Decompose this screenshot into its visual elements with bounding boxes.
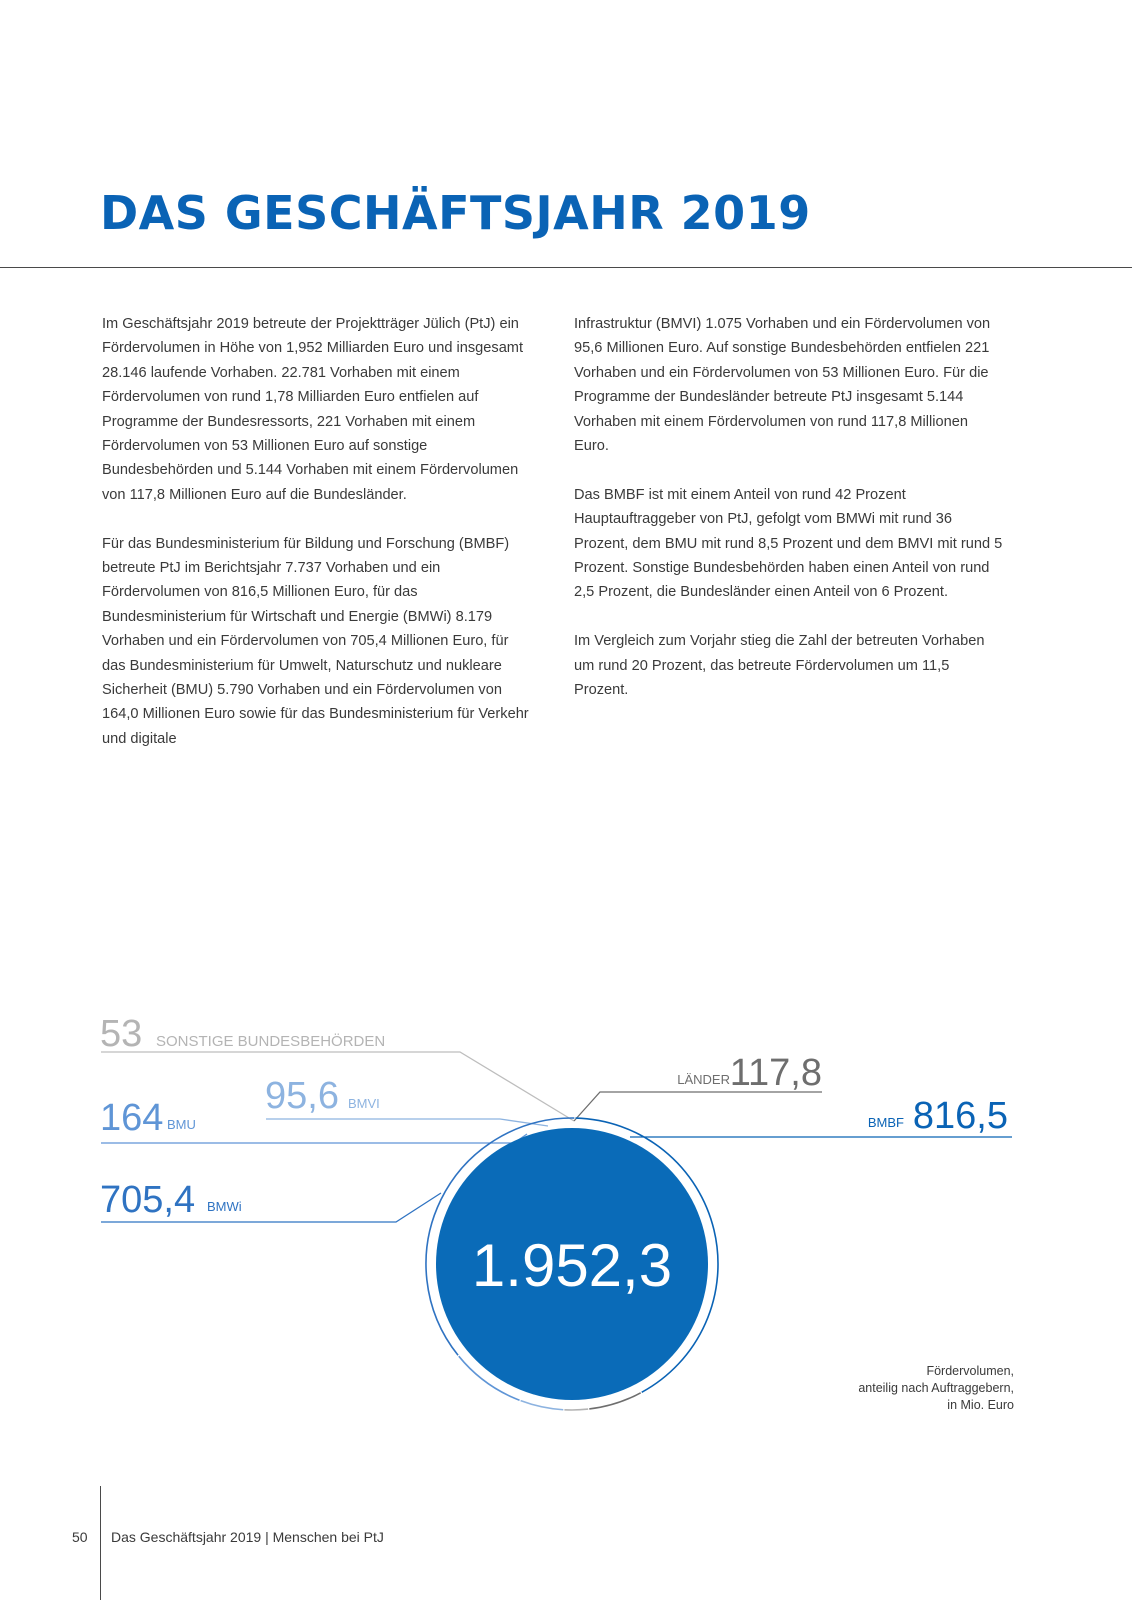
segment-value: 705,4 (100, 1179, 196, 1221)
caption-line: in Mio. Euro (947, 1398, 1014, 1412)
page-number: 50 (72, 1529, 88, 1545)
ring-segment-sonstige-bundesbehörden (564, 1409, 588, 1410)
segment-laender (574, 1052, 822, 1121)
paragraph: Im Geschäftsjahr 2019 betreute der Projektträger Jülich (PtJ) ein Fördervolumen in Höhe von 1,952 Milliarden Euro und insgesamt 28.146 laufende Vorhaben. 22.781 Vorhaben mit einem Fördervolumen von rund 1,78 Milliarden Euro entfielen auf Programme der Bundesressorts, 221 Vorhaben mit einem Fördervolumen von 53 Millionen Euro auf sonstige Bundesbehörden und 5.144 Vorhaben mit einem Fördervolumen von 117,8 Millionen Euro auf die Bundesländer. (102, 316, 524, 503)
segment-bmbf (630, 1095, 1012, 1137)
paragraph: Für das Bundesministerium für Bildung und Forschung (BMBF) betreute PtJ im Berichtsjahr 7.737 Vorhaben und ein Fördervolumen von 816,5 Millionen Euro, für das Bundesministerium für Wirtschaft und Energie (BMWi) 8.179 Vorhaben und ein Fördervolumen von 705,4 Millionen Euro, für das Bundesministerium für Umwelt, Naturschutz und nukleare Sicherheit (BMU) 5.790 Vorhaben und ein Fördervolumen von 164,0 Millionen Euro sowie für das Bundesministerium für Verkehr und digitale (102, 535, 529, 747)
segment-value: 164 (100, 1097, 164, 1139)
footer-divider (100, 1486, 101, 1600)
segment-label: BMWi (207, 1199, 242, 1214)
segment-label: BMVI (348, 1096, 380, 1111)
leader-line (574, 1092, 822, 1121)
segment-value: 53 (100, 1013, 143, 1055)
segment-value: 816,5 (912, 1095, 1008, 1137)
segment-bmwi (100, 1179, 441, 1222)
segment-label: BMBF (867, 1115, 904, 1130)
leader-line (266, 1119, 548, 1126)
caption-line: Fördervolumen, (926, 1364, 1014, 1378)
segment-label: BMU (167, 1117, 196, 1132)
segment-value: 117,8 (729, 1052, 822, 1094)
leader-line (101, 1134, 527, 1143)
paragraph: Das BMBF ist mit einem Anteil von rund 42 Prozent Hauptauftraggeber von PtJ, gefolgt vom BMWi mit rund 36 Prozent, dem BMU mit rund 8,5 Prozent und dem BMVI mit rund 5 Prozent. Sonstige Bundesbehörden haben einen Anteil von rund 2,5 Prozent, die Bundesländer einen Anteil von 6 Prozent. (574, 486, 1003, 601)
total-value: 1.952,3 (471, 1232, 673, 1299)
paragraph: Im Vergleich zum Vorjahr stieg die Zahl der betreuten Vorhaben um rund 20 Prozent, das betreute Fördervolumen um 11,5 Prozent. (574, 633, 985, 699)
page-title: DAS GESCHÄFTSJAHR 2019 (100, 186, 811, 240)
infographic-caption (760, 1363, 1014, 1414)
ring-segment-bmvi (521, 1401, 564, 1410)
segment-value: 95,6 (265, 1075, 339, 1117)
caption-line: anteilig nach Auftraggebern, (858, 1381, 1014, 1395)
footer-text: Das Geschäftsjahr 2019 | Menschen bei PtJ (111, 1529, 384, 1545)
paragraph: Infrastruktur (BMVI) 1.075 Vorhaben und ein Fördervolumen von 95,6 Millionen Euro. Auf sonstige Bundesbehörden entfielen 221 Vorhaben und ein Fördervolumen von 53 Millionen Euro. Für die Programme der Bundesländer betreute PtJ insgesamt 5.144 Vorhaben mit einem Fördervolumen von rund 117,8 Millionen Euro. (574, 316, 991, 455)
segment-label: LÄNDER (677, 1072, 730, 1087)
segment-bmvi (265, 1075, 548, 1126)
segment-label: SONSTIGE BUNDESBEHÖRDEN (156, 1033, 386, 1050)
